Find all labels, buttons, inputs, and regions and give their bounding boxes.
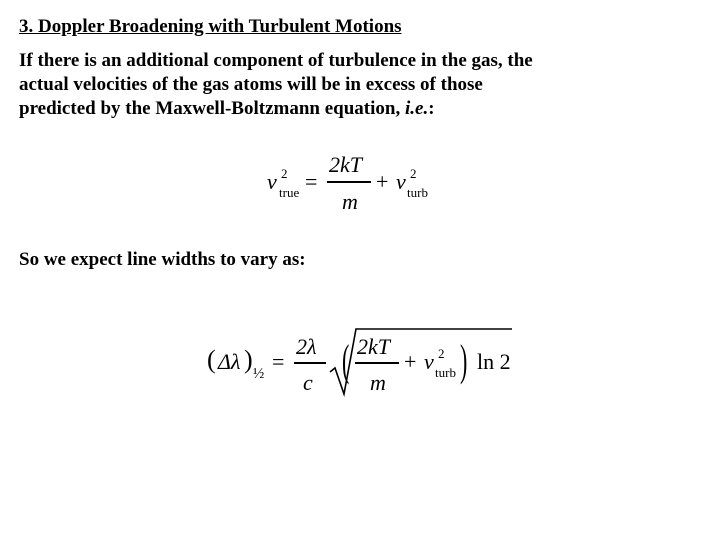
eq2-turb-subscript: turb bbox=[435, 365, 456, 380]
body-paragraph bbox=[19, 49, 709, 121]
eq1-denominator: m bbox=[342, 189, 358, 214]
eq2-v-turb: v bbox=[424, 349, 434, 374]
slide-heading: 3. Doppler Broadening with Turbulent Motions bbox=[19, 16, 402, 37]
eq2-plus: + bbox=[404, 349, 417, 374]
eq1-square-2: 2 bbox=[410, 166, 417, 181]
eq2-open-paren: ( bbox=[207, 345, 216, 374]
eq2-fraction-bar bbox=[294, 362, 326, 364]
eq1-fraction-bar bbox=[327, 181, 371, 183]
paragraph-line-3 bbox=[19, 97, 709, 121]
expect-line: So we expect line widths to vary as: bbox=[19, 249, 306, 270]
eq2-inner-denominator: m bbox=[370, 370, 386, 395]
paragraph-line-3-text: predicted by the Maxwell-Boltzmann equation, bbox=[19, 98, 405, 119]
eq2-inner-close-paren: ) bbox=[460, 336, 468, 385]
eq1-numerator: 2kT bbox=[329, 152, 362, 177]
ie-abbreviation: i.e. bbox=[404, 98, 429, 119]
eq2-inner-numerator: 2kT bbox=[357, 334, 390, 359]
eq2-inner-fraction-bar bbox=[355, 362, 399, 364]
eq2-square: 2 bbox=[438, 346, 445, 361]
eq1-equals: = bbox=[305, 169, 318, 194]
eq1-plus: + bbox=[376, 169, 389, 194]
eq1-v: v bbox=[267, 169, 277, 194]
eq1-true-subscript: true bbox=[279, 185, 300, 200]
paragraph-line-3-colon: : bbox=[428, 98, 435, 119]
eq2-equals: = bbox=[272, 349, 285, 374]
eq1-turb-subscript: turb bbox=[407, 185, 428, 200]
eq2-numerator: 2λ bbox=[296, 334, 317, 359]
eq2-denominator: c bbox=[303, 370, 313, 395]
eq2-ln2: ln 2 bbox=[477, 349, 511, 374]
paragraph-line-2: actual velocities of the gas atoms will be in excess of those bbox=[19, 74, 483, 95]
eq2-half-subscript: ½ bbox=[253, 366, 265, 382]
eq1-square: 2 bbox=[281, 166, 288, 181]
paragraph-line-1: If there is an additional component of turbulence in the gas, the bbox=[19, 50, 533, 71]
eq1-v-turb: v bbox=[396, 169, 406, 194]
eq2-close-paren: ) bbox=[244, 345, 253, 374]
eq2-inner-open-paren: ( bbox=[342, 336, 350, 385]
eq2-delta-lambda: Δλ bbox=[218, 349, 241, 374]
